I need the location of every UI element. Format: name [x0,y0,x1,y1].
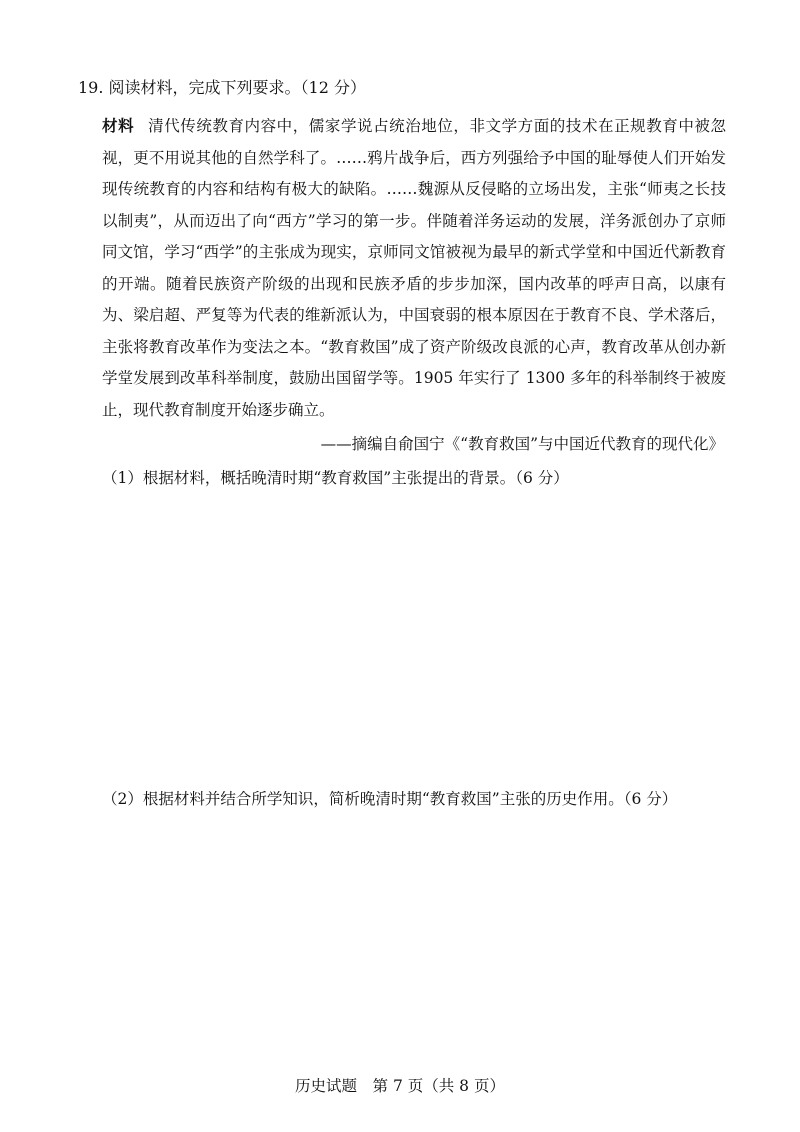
material-source: ——摘编自俞国宁《“教育救国”与中国近代教育的现代化》 [320,435,724,453]
sub-question-1: （1）根据材料，概括晚清时期“教育救国”主张提出的背景。（6 分） [102,469,569,487]
material-passage [102,110,726,426]
material-text: 清代传统教育内容中，儒家学说占统治地位，非文学方面的技术在正规教育中被忽视，更不用说其他的自然学科了。……鸦片战争后，西方列强给予中国的耻辱使人们开始发现传统教育的内容和结构有极大的缺陷。……魏源从反侵略的立场出发，主张“师夷之长技以制夷”，从而迈出了向“西方”学习的第一步。伴随着洋务运动的发展，洋务派创办了京师同文馆，学习“西学”的主张成为现实，京师同文馆被视为最早的新式学堂和中国近代新教育的开端。随着民族资产阶级的出现和民族矛盾的步步加深，国内改革的呼声日高，以康有为、梁启超、严复等为代表的维新派认为，中国衰弱的根本原因在于教育不良、学术落后，主张将教育改革作为变法之本。“教育救国”成了资产阶级改良派的心声，教育改革从创办新学堂发展到改革科举制度，鼓励出国留学等。1905 年实行了 1300 多年的科举制终于被废止，现代教育制度开始逐步确立。 [102,117,726,419]
question-heading: 19. 阅读材料，完成下列要求。（12 分） [78,78,366,97]
answer-area-2[interactable] [102,822,726,1052]
material-label: 材料 [102,116,135,135]
page-footer: 历史试题 第 7 页（共 8 页） [295,1077,505,1095]
answer-area-1[interactable] [102,500,726,770]
sub-question-2: （2）根据材料并结合所学知识，简析晚清时期“教育救国”主张的历史作用。（6 分） [102,790,678,808]
